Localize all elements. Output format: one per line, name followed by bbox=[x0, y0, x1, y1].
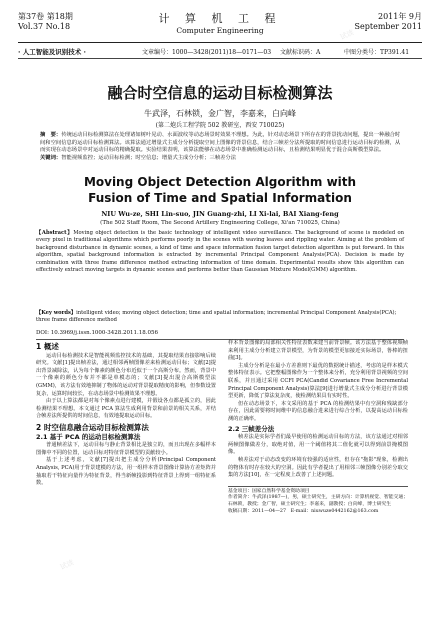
body-column-left bbox=[36, 340, 216, 488]
keywords-en bbox=[36, 310, 404, 325]
clc-number: 中图分类号：TP391.41 bbox=[344, 49, 410, 56]
doi: DOI: 10.3969/j.issn.1000-3428.2011.18.056 bbox=[36, 330, 404, 340]
journal-name-en: Computer Engineering bbox=[176, 26, 264, 35]
subsection-heading: 2.1 基于 PCA 的运动目标检测算法 bbox=[36, 432, 141, 441]
paragraph: 普通帧差法下，运动目标与静止背景相比是独立的，而且出现在多幅样本图像中不同的位置，运动目标对特征背景模型的贡献较小。 bbox=[36, 442, 216, 456]
fund-note: 基金项目：国家自然科学基金资助项目 bbox=[228, 488, 310, 494]
abstract-en-label: 【Abstract】 bbox=[36, 230, 74, 236]
article-number: 文章编号：1000—3428(2011)18—0171—03 bbox=[142, 49, 272, 56]
title-en-line1: Moving Object Detection Algorithm with bbox=[83, 175, 357, 189]
author-email: E-mail：niuwuze0442162@163.com bbox=[290, 509, 379, 515]
received-date: 收稿日期：2011—04—27 E-mail：niuwuze0442162@163.com bbox=[228, 509, 379, 515]
watermark: 试读 bbox=[338, 28, 356, 42]
date-cn: 2011年 9月 bbox=[378, 12, 422, 21]
paragraph: 由于以上算法都是对每个像素点进行建模，并假设各点都是孤立的，因此检测结果不理想。本文通过 PCA 算法生成利用背景和前景的相关关系，并结合帧差法所提供的时间信息，有效地提取运动目标。 bbox=[36, 398, 216, 420]
authors-en: NIU Wu-ze, SHI Lin-suo, JIN Guang-zhi, LI Xi-lai, BAI Xiang-feng bbox=[101, 210, 339, 218]
paragraph: 帧差法对于动态改变的环境有较强的适应性，但存在"拖影"现象，检测出的物体有时存在较大的空洞。因此有学者提出了用相邻三帧图像分别差分取交集的方法[10]，在一定程度上改善了上述问题。 bbox=[228, 456, 408, 479]
document-code: 文献标识码：A bbox=[280, 49, 321, 56]
volume-en: Vol.37 No.18 bbox=[18, 22, 71, 31]
keywords-cn-label: 关键词： bbox=[40, 154, 62, 161]
paragraph: 主成分分析是在最小方差准则下最优的数据统计描述，考虑的是样本模式整体特征表示。它把整幅图像作为一个整体来分析，充分利用背景视频的空间联系，并且通过采用 CCFI PCA(Candid Covariance Free Incremental Principal Component Analysis)算法[9]进行增量式主成分分析进行背景模型更新，降低了算法复杂度，使检测结果具有实时性。 bbox=[228, 362, 408, 400]
authors-cn: 牛武泽，石林锁，金广智，李嘉来，白向峰 bbox=[144, 109, 296, 118]
affiliation-en: (The 502 Staff Room, The Second Artillery Engineering College, Xi'an 710025, China) bbox=[100, 220, 340, 226]
keywords-en-label: 【Key words】 bbox=[36, 310, 77, 316]
paragraph: 运动目标检测技术是智能视频监控技术的基础，其提取结果直接影响后续研究。文献[1]提出帧差法，通过相邻两帧图像差来检测运动目标；文献[2]提出背景减除法，认为每个像素的颜色分布近似于一个高斯分布。然而，背景中一个像素的颜色分布并不都是单模态的；文献[3]提出混合高斯模型法(GMM)，该方法有效地抑制了物体的运动对背景提取精度的影响，但参数设置复杂，运算时间较长，在动态场景中检测效果不理想。 bbox=[36, 352, 216, 397]
section-heading: 1 概述 bbox=[36, 342, 59, 351]
section-heading: 2 时空信息融合运动目标检测算法 bbox=[36, 422, 149, 432]
journal-name-cn: 计 算 机 工 程 bbox=[158, 12, 282, 25]
watermark: 试读 bbox=[58, 558, 76, 572]
body-column-right bbox=[228, 340, 408, 516]
journal-header bbox=[18, 12, 422, 43]
date-en: September 2011 bbox=[354, 22, 422, 31]
title-cn: 融合时空信息的运动目标检测算法 bbox=[107, 84, 333, 102]
keywords-en-text: intelligent video; moving object detection; time and spatial information; incremental Principal Component Analysis(PCA); three frame difference method bbox=[36, 310, 397, 324]
abstract-en-text: Moving object detection is the basic technology of intelligent video surveillance. The background of scene is modeled on every pixel in traditional algorithms which performs poorly in the scenes with waving leaves and rippling water. Aiming at the problem of background disturbance in dynamic scenes, a kind of time and space information fusion target detection algorithm is put forward. In this algorithm, spatial background information is extracted by incremental Principal Component Analysis(PCA). Decision is made by combination with three frame difference method extracting information of time domain. Experimental results show this algorithm can effectively extract moving targets in dynamic scenes and performs better than Gaussian Mixture Model(GMM) algorithm. bbox=[36, 230, 404, 274]
abstract-cn bbox=[40, 132, 404, 162]
abstract-cn-label: 摘 要： bbox=[40, 132, 62, 138]
title-en-line2: Fusion of Time and Spatial Information bbox=[88, 191, 352, 205]
abstract-cn-text: 传统运动目标检测算法在处理诸如树叶晃动、水面波纹等动态场景时效果不理想。为此，针对动态场景下所存在的背景扰动问题，提出一种融合时间和空间信息的运动目标检测算法。该算法通过增量式主成分分析提取空间上图像的背景信息，结合三帧差分法所提取的时间信息进行运动目标的检测，从而实现在动态场景中对运动目标的精确提取。实验结果表明，该算法能够在动态场景中准确检测运动目标，且检测结果明显优于混合高斯模型算法。 bbox=[40, 132, 401, 154]
paragraph: 基于上述考虑，文献[7]提出把主成分分析(Principal Component Analysis, PCA)用于背景建模的方法，用一组样本背景图像计算协方差矩阵并抽取若干特征向量作为特征背景，得当新帧投影到特征背景上得到一组特征系数。 bbox=[36, 457, 216, 487]
title-en bbox=[0, 174, 440, 206]
journal-name bbox=[128, 12, 312, 36]
subsection-heading: 2.2 三帧差分法 bbox=[228, 424, 275, 433]
volume-info bbox=[18, 12, 73, 32]
paragraph: 样本背景图像的局部相关性特征表数来建当前背景帧。该方法基于整体视频帧来利用主成分分析建立背景模型，为背景的模型更加接近实际场景，鲁棒的扭曲[3]。 bbox=[228, 340, 408, 362]
issue-date bbox=[355, 12, 422, 32]
column-label: · 人工智能及识别技术 · bbox=[18, 48, 86, 56]
keywords-cn-text: 智能视频监控；运动目标检测；时空信息；增量式主成分分析；三帧差分法 bbox=[61, 154, 237, 161]
article-meta-bar bbox=[18, 46, 422, 59]
paragraph: 帧差法是实际学者们最早使用的检测运动目标的方法，该方法通过对相邻两帧图像做差分，取绝对值，用一个阈值将其二值化就可以得到前景掩模图像。 bbox=[228, 434, 408, 456]
volume-cn: 第37卷 第18期 bbox=[18, 12, 73, 21]
affiliation-cn: (第二炮兵工程学院 502 教研室，西安 710025) bbox=[155, 122, 285, 129]
footnote bbox=[228, 486, 408, 516]
author-bio: 作者简介：牛武泽(1987—)，男，硕士研究生，主研方向：计算机视觉、智能交通；石林锁，教授；金广智，硕士研究生；李嘉来，副教授；白向峰，博士研究生 bbox=[228, 495, 408, 508]
paragraph: 但在动态场景下，本文采用的基于 PCA 的检测结果中有空洞和残缺部分存在，因此需要将时间维中的信息融合进来进行综合分析，以提高运动目标检测的正确率。 bbox=[228, 400, 408, 422]
abstract-en bbox=[36, 230, 404, 274]
